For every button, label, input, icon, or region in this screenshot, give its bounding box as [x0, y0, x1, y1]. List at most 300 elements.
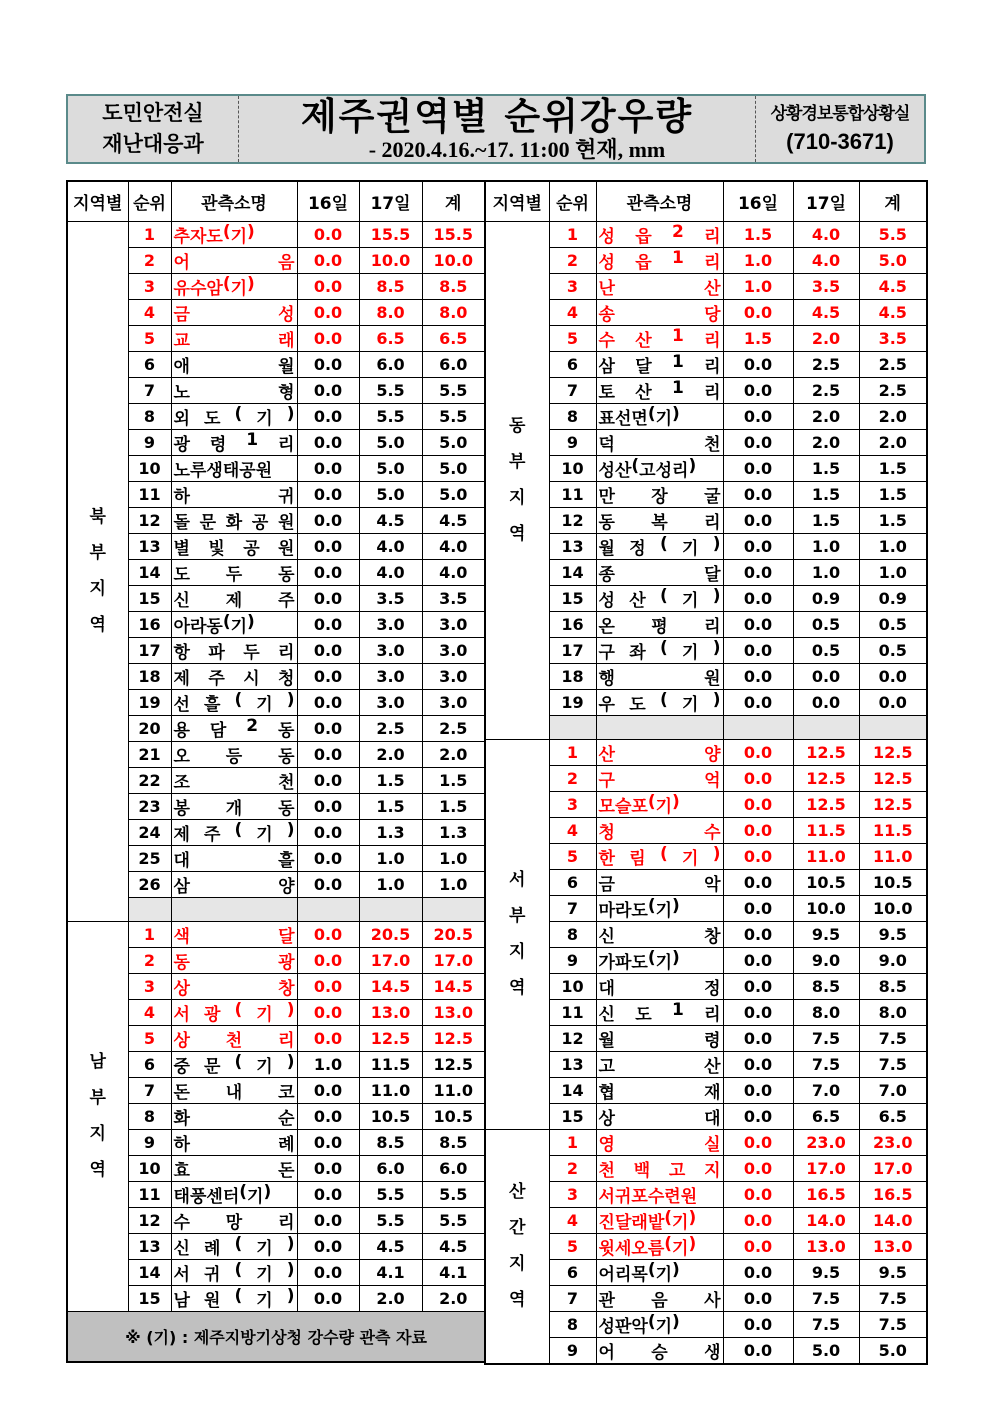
- total-cell: 6.0: [422, 1155, 485, 1181]
- station-name-cell: 우 도 ( 기 ): [596, 689, 723, 715]
- day17-cell: 5.0: [793, 1337, 859, 1364]
- rank-cell: 15: [128, 585, 171, 611]
- day16-cell: 0.0: [297, 533, 359, 559]
- table-row: [67, 921, 485, 947]
- table-row: [485, 1181, 927, 1207]
- total-cell: 1.5: [859, 507, 927, 533]
- rank-cell: 3: [549, 791, 596, 817]
- total-cell: 1.3: [422, 819, 485, 845]
- rank-cell: 5: [549, 843, 596, 869]
- station-name-cell: 별 빛 공 원: [171, 533, 297, 559]
- total-cell: 2.0: [422, 741, 485, 767]
- total-cell: 17.0: [422, 947, 485, 973]
- station-name-cell: 노 형: [171, 377, 297, 403]
- total-cell: 4.5: [859, 273, 927, 299]
- rank-cell: 24: [128, 819, 171, 845]
- table-row: [67, 299, 485, 325]
- total-cell: 6.0: [422, 351, 485, 377]
- total-cell: 8.0: [422, 299, 485, 325]
- station-name-cell: 송 당: [596, 299, 723, 325]
- total-cell: 3.5: [422, 585, 485, 611]
- note-row: [67, 1311, 485, 1362]
- day17-cell: 8.5: [359, 273, 422, 299]
- rank-cell: 5: [128, 1025, 171, 1051]
- rank-cell: 17: [128, 637, 171, 663]
- station-name-cell: 월 정 ( 기 ): [596, 533, 723, 559]
- rank-cell: 13: [549, 1051, 596, 1077]
- day16-cell: 0.0: [723, 1259, 793, 1285]
- day16-cell: 0.0: [297, 1129, 359, 1155]
- total-cell: 5.0: [859, 247, 927, 273]
- region-label-char: 동: [509, 416, 526, 436]
- total-cell: 8.0: [859, 999, 927, 1025]
- day17-cell: 7.5: [793, 1311, 859, 1337]
- table-row: [485, 1103, 927, 1129]
- table-row: [67, 1051, 485, 1077]
- station-name-cell: 행 원: [596, 663, 723, 689]
- dept-line2: 재난대응과: [102, 132, 204, 156]
- day16-cell: 0.0: [297, 819, 359, 845]
- station-name-cell: 구 좌 ( 기 ): [596, 637, 723, 663]
- total-cell: 15.5: [422, 221, 485, 247]
- day17-cell: 14.0: [793, 1207, 859, 1233]
- day17-cell: 3.5: [359, 585, 422, 611]
- day17-cell: 11.0: [793, 843, 859, 869]
- region-label-char: 역: [509, 978, 526, 998]
- rank-cell: 8: [128, 403, 171, 429]
- table-row: [67, 221, 485, 247]
- day16-cell: 0.0: [723, 611, 793, 637]
- day17-cell: 2.5: [359, 715, 422, 741]
- total-cell: 5.0: [859, 1337, 927, 1364]
- table-row: [67, 429, 485, 455]
- station-name-cell: 서 귀 포 수 련 원: [596, 1181, 723, 1207]
- rank-cell: 14: [128, 559, 171, 585]
- region-label-char: 지: [89, 579, 106, 599]
- station-name-cell: 수 망 리: [171, 1207, 297, 1233]
- region-label-char: 지: [509, 942, 526, 962]
- total-cell: 1.0: [859, 533, 927, 559]
- day17-cell: 2.5: [793, 351, 859, 377]
- rank-cell: 9: [549, 947, 596, 973]
- station-name-cell: 청 수: [596, 817, 723, 843]
- total-cell: 12.5: [859, 765, 927, 791]
- table-row: [67, 845, 485, 871]
- station-name-cell: 관 음 사: [596, 1285, 723, 1311]
- region-label-cell: [485, 1129, 549, 1364]
- total-cell: 1.5: [859, 481, 927, 507]
- rank-cell: 4: [549, 299, 596, 325]
- col-d17: 17일: [359, 181, 422, 221]
- total-cell: 12.5: [859, 739, 927, 765]
- table-row: [67, 999, 485, 1025]
- day16-cell: 0.0: [297, 689, 359, 715]
- blank-cell: [359, 897, 422, 921]
- total-cell: 5.5: [422, 377, 485, 403]
- rank-cell: 11: [128, 1181, 171, 1207]
- station-name-cell: 유 수 암 ( 기 ): [171, 273, 297, 299]
- day17-cell: 23.0: [793, 1129, 859, 1155]
- total-cell: 12.5: [859, 791, 927, 817]
- station-name-cell: 토 산 1 리: [596, 377, 723, 403]
- day17-cell: 4.5: [359, 1233, 422, 1259]
- table-row: [485, 1051, 927, 1077]
- day16-cell: 0.0: [297, 325, 359, 351]
- table-row: [67, 377, 485, 403]
- table-row: [485, 1077, 927, 1103]
- day17-cell: 2.0: [359, 1285, 422, 1311]
- region-label-cell: [485, 739, 549, 1129]
- table-row: [67, 1181, 485, 1207]
- table-row: [485, 637, 927, 663]
- station-name-cell: 하 귀: [171, 481, 297, 507]
- day17-cell: 1.5: [793, 481, 859, 507]
- department-box: [68, 96, 238, 162]
- table-row: [67, 947, 485, 973]
- table-row: [485, 973, 927, 999]
- day16-cell: 0.0: [297, 299, 359, 325]
- day17-cell: 1.5: [793, 507, 859, 533]
- col-station: 관측소명: [596, 181, 723, 221]
- rank-cell: 6: [128, 351, 171, 377]
- region-label-cell: [67, 221, 128, 921]
- station-name-cell: 제 주 시 청: [171, 663, 297, 689]
- day16-cell: 0.0: [723, 481, 793, 507]
- rank-cell: 7: [549, 1285, 596, 1311]
- blank-cell: [549, 715, 596, 739]
- region-label-char: 부: [89, 543, 106, 563]
- day16-cell: 0.0: [297, 1103, 359, 1129]
- day16-cell: 0.0: [723, 1025, 793, 1051]
- station-name-cell: 상 천 리: [171, 1025, 297, 1051]
- day16-cell: 0.0: [723, 533, 793, 559]
- total-cell: 3.0: [422, 689, 485, 715]
- day17-cell: 20.5: [359, 921, 422, 947]
- station-name-cell: 온 평 리: [596, 611, 723, 637]
- total-cell: 17.0: [859, 1155, 927, 1181]
- station-name-cell: 구 억: [596, 765, 723, 791]
- station-name-cell: 남 원 ( 기 ): [171, 1285, 297, 1311]
- day17-cell: 11.0: [359, 1077, 422, 1103]
- day17-cell: 17.0: [359, 947, 422, 973]
- day17-cell: 16.5: [793, 1181, 859, 1207]
- col-rank: 순위: [549, 181, 596, 221]
- table-row: [67, 793, 485, 819]
- rank-cell: 3: [128, 973, 171, 999]
- title-box: [238, 96, 756, 162]
- station-name-cell: 한 림 ( 기 ): [596, 843, 723, 869]
- rank-cell: 2: [128, 247, 171, 273]
- table-row: [485, 817, 927, 843]
- day17-cell: 2.0: [793, 325, 859, 351]
- day16-cell: 0.0: [723, 429, 793, 455]
- day17-cell: 5.0: [359, 481, 422, 507]
- region-label-char: 역: [89, 1160, 106, 1180]
- total-cell: 5.0: [422, 455, 485, 481]
- total-cell: 11.0: [859, 843, 927, 869]
- day17-cell: 4.1: [359, 1259, 422, 1285]
- rank-cell: 16: [128, 611, 171, 637]
- left-rainfall-table: [66, 180, 486, 1363]
- table-row: [485, 791, 927, 817]
- day17-cell: 1.0: [793, 533, 859, 559]
- station-name-cell: 어 음: [171, 247, 297, 273]
- day16-cell: 0.0: [297, 973, 359, 999]
- total-cell: 20.5: [422, 921, 485, 947]
- day17-cell: 6.5: [793, 1103, 859, 1129]
- rank-cell: 2: [128, 947, 171, 973]
- day17-cell: 0.9: [793, 585, 859, 611]
- station-name-cell: 덕 천: [596, 429, 723, 455]
- table-header-row: [485, 181, 927, 221]
- total-cell: 2.0: [422, 1285, 485, 1311]
- rank-cell: 1: [549, 221, 596, 247]
- col-region: 지역별: [485, 181, 549, 221]
- table-row: [485, 455, 927, 481]
- table-row: [485, 1155, 927, 1181]
- station-name-cell: 하 례: [171, 1129, 297, 1155]
- total-cell: 3.5: [859, 325, 927, 351]
- day16-cell: 0.0: [723, 895, 793, 921]
- day16-cell: 0.0: [297, 793, 359, 819]
- rank-cell: 2: [549, 765, 596, 791]
- total-cell: 2.0: [859, 403, 927, 429]
- day16-cell: 0.0: [723, 739, 793, 765]
- table-row: [485, 689, 927, 715]
- table-row: [485, 325, 927, 351]
- rank-cell: 12: [549, 1025, 596, 1051]
- total-cell: 4.0: [422, 533, 485, 559]
- station-name-cell: 동 복 리: [596, 507, 723, 533]
- table-row: [67, 273, 485, 299]
- day17-cell: 3.5: [793, 273, 859, 299]
- day16-cell: 0.0: [723, 689, 793, 715]
- rank-cell: 23: [128, 793, 171, 819]
- total-cell: 23.0: [859, 1129, 927, 1155]
- station-name-cell: 오 등 동: [171, 741, 297, 767]
- table-row: [67, 507, 485, 533]
- total-cell: 7.5: [859, 1025, 927, 1051]
- total-cell: 5.5: [422, 1181, 485, 1207]
- table-row: [67, 325, 485, 351]
- rank-cell: 13: [128, 1233, 171, 1259]
- table-row: [67, 871, 485, 897]
- day17-cell: 4.0: [359, 533, 422, 559]
- blank-cell: [596, 715, 723, 739]
- region-label-char: 남: [89, 1052, 106, 1072]
- day16-cell: 0.0: [723, 947, 793, 973]
- station-name-cell: 성 산 ( 고 성 리 ): [596, 455, 723, 481]
- day17-cell: 9.0: [793, 947, 859, 973]
- day16-cell: 0.0: [297, 1207, 359, 1233]
- table-header-row: [67, 181, 485, 221]
- station-name-cell: 도 두 동: [171, 559, 297, 585]
- total-cell: 1.0: [422, 871, 485, 897]
- table-row: [485, 533, 927, 559]
- station-name-cell: 영 실: [596, 1129, 723, 1155]
- rank-cell: 10: [128, 1155, 171, 1181]
- rank-cell: 16: [549, 611, 596, 637]
- table-row: [485, 999, 927, 1025]
- table-row: [485, 1233, 927, 1259]
- rank-cell: 6: [549, 869, 596, 895]
- region-label-cell: [485, 221, 549, 739]
- table-row: [485, 765, 927, 791]
- day16-cell: 0.0: [723, 585, 793, 611]
- station-name-cell: 상 창: [171, 973, 297, 999]
- table-row: [485, 1259, 927, 1285]
- org-name: 상황경보통합상황실: [770, 104, 910, 124]
- day17-cell: 12.5: [793, 765, 859, 791]
- rank-cell: 7: [549, 895, 596, 921]
- total-cell: 1.5: [422, 793, 485, 819]
- day16-cell: 0.0: [723, 637, 793, 663]
- rank-cell: 8: [549, 921, 596, 947]
- table-row: [485, 1311, 927, 1337]
- day16-cell: 0.0: [297, 663, 359, 689]
- total-cell: 5.5: [422, 403, 485, 429]
- day17-cell: 17.0: [793, 1155, 859, 1181]
- region-label-char: 역: [509, 524, 526, 544]
- rank-cell: 4: [549, 1207, 596, 1233]
- col-region: 지역별: [67, 181, 128, 221]
- rank-cell: 3: [549, 273, 596, 299]
- day17-cell: 4.5: [359, 507, 422, 533]
- blank-cell: [793, 715, 859, 739]
- station-name-cell: 표 선 면 ( 기 ): [596, 403, 723, 429]
- station-name-cell: 어 승 생: [596, 1337, 723, 1364]
- day17-cell: 4.5: [793, 299, 859, 325]
- day16-cell: 0.0: [723, 791, 793, 817]
- day16-cell: 0.0: [297, 351, 359, 377]
- station-name-cell: 성 판 악 ( 기 ): [596, 1311, 723, 1337]
- col-total: 계: [422, 181, 485, 221]
- table-row: [67, 1129, 485, 1155]
- total-cell: 1.0: [859, 559, 927, 585]
- total-cell: 6.5: [422, 325, 485, 351]
- day17-cell: 5.5: [359, 1181, 422, 1207]
- rank-cell: 19: [128, 689, 171, 715]
- table-row: [485, 377, 927, 403]
- station-name-cell: 중 문 ( 기 ): [171, 1051, 297, 1077]
- day16-cell: 0.0: [723, 843, 793, 869]
- dept-line1: 도민안전실: [102, 101, 204, 125]
- day16-cell: 0.0: [723, 817, 793, 843]
- day16-cell: 0.0: [297, 845, 359, 871]
- day16-cell: 0.0: [723, 1129, 793, 1155]
- table-row: [67, 533, 485, 559]
- rank-cell: 4: [128, 299, 171, 325]
- table-row: [67, 767, 485, 793]
- day16-cell: 0.0: [297, 1233, 359, 1259]
- station-name-cell: 종 달: [596, 559, 723, 585]
- station-name-cell: 삼 양: [171, 871, 297, 897]
- station-name-cell: 조 천: [171, 767, 297, 793]
- day17-cell: 2.0: [359, 741, 422, 767]
- table-row: [485, 429, 927, 455]
- rank-cell: 1: [549, 739, 596, 765]
- day16-cell: 0.0: [723, 1233, 793, 1259]
- day17-cell: 6.5: [359, 325, 422, 351]
- table-row: [485, 1129, 927, 1155]
- day17-cell: 1.0: [359, 845, 422, 871]
- day16-cell: 0.0: [297, 767, 359, 793]
- day17-cell: 1.3: [359, 819, 422, 845]
- station-name-cell: 고 산: [596, 1051, 723, 1077]
- table-row: [67, 1285, 485, 1311]
- day16-cell: 1.0: [723, 273, 793, 299]
- station-name-cell: 대 정: [596, 973, 723, 999]
- station-name-cell: 색 달: [171, 921, 297, 947]
- station-name-cell: 돌 문 화 공 원: [171, 507, 297, 533]
- total-cell: 2.5: [859, 377, 927, 403]
- total-cell: 16.5: [859, 1181, 927, 1207]
- station-name-cell: 성 읍 1 리: [596, 247, 723, 273]
- day16-cell: 0.0: [297, 247, 359, 273]
- day17-cell: 1.5: [359, 793, 422, 819]
- station-name-cell: 가 파 도 ( 기 ): [596, 947, 723, 973]
- total-cell: 12.5: [422, 1051, 485, 1077]
- day16-cell: 0.0: [297, 481, 359, 507]
- day16-cell: 1.0: [297, 1051, 359, 1077]
- day17-cell: 13.0: [359, 999, 422, 1025]
- table-row: [485, 843, 927, 869]
- station-name-cell: 외 도 ( 기 ): [171, 403, 297, 429]
- total-cell: 9.0: [859, 947, 927, 973]
- rank-cell: 11: [549, 481, 596, 507]
- table-row: [67, 351, 485, 377]
- phone-number: (710-3671): [786, 129, 894, 154]
- day17-cell: 5.5: [359, 403, 422, 429]
- rank-cell: 8: [128, 1103, 171, 1129]
- total-cell: 8.5: [422, 1129, 485, 1155]
- report-subtitle: - 2020.4.16.~17. 11:00 현재, mm: [368, 137, 666, 162]
- station-name-cell: 대 흘: [171, 845, 297, 871]
- station-name-cell: 만 장 굴: [596, 481, 723, 507]
- day17-cell: 10.0: [793, 895, 859, 921]
- station-name-cell: 상 대: [596, 1103, 723, 1129]
- day16-cell: 0.0: [723, 869, 793, 895]
- table-row: [485, 739, 927, 765]
- region-label-char: 역: [509, 1290, 526, 1310]
- total-cell: 4.0: [422, 559, 485, 585]
- day16-cell: 0.0: [297, 585, 359, 611]
- total-cell: 8.5: [859, 973, 927, 999]
- blank-cell: [859, 715, 927, 739]
- day16-cell: 0.0: [723, 1207, 793, 1233]
- station-name-cell: 서 광 ( 기 ): [171, 999, 297, 1025]
- day16-cell: 0.0: [297, 1077, 359, 1103]
- day16-cell: 0.0: [297, 715, 359, 741]
- day16-cell: 0.0: [297, 221, 359, 247]
- total-cell: 2.0: [859, 429, 927, 455]
- day17-cell: 12.5: [359, 1025, 422, 1051]
- table-row: [67, 1259, 485, 1285]
- total-cell: 14.0: [859, 1207, 927, 1233]
- station-name-cell: 봉 개 동: [171, 793, 297, 819]
- rank-cell: 14: [549, 559, 596, 585]
- day16-cell: 0.0: [723, 1311, 793, 1337]
- day17-cell: 4.0: [793, 247, 859, 273]
- rank-cell: 14: [549, 1077, 596, 1103]
- station-name-cell: 금 악: [596, 869, 723, 895]
- day16-cell: 0.0: [723, 559, 793, 585]
- table-row: [67, 689, 485, 715]
- rank-cell: 10: [549, 455, 596, 481]
- region-label-char: 북: [89, 507, 106, 527]
- day16-cell: 0.0: [723, 403, 793, 429]
- col-rank: 순위: [128, 181, 171, 221]
